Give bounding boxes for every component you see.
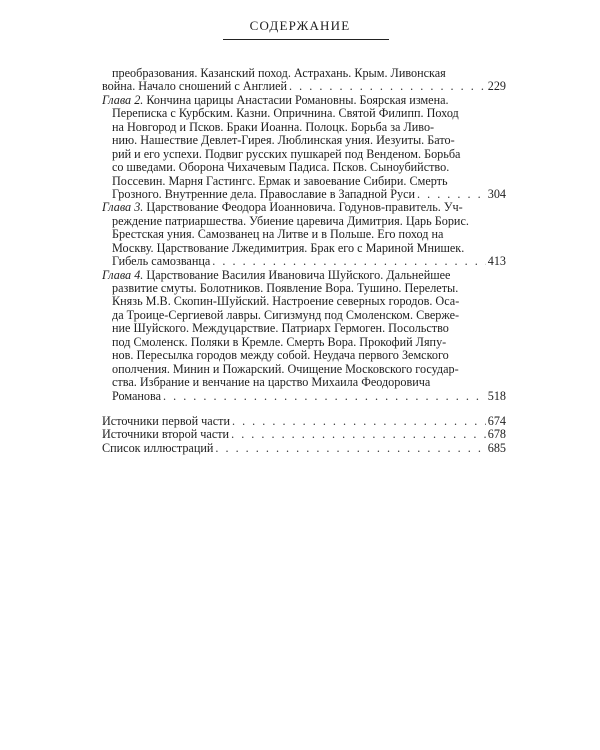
chapter-label: Глава 4. [102,268,144,282]
page-number: 413 [487,255,506,269]
page-number: 518 [487,389,506,403]
toc-line: Брестская уния. Самозванец на Литве и в Польше. Его поход на [112,228,444,242]
page-number: 674 [487,414,506,428]
toc-entry-sources-part-1 [102,415,506,428]
toc-line: нию. Нашествие Девлет-Гирея. Люблинская уния. Иезуиты. Бато- [112,134,455,148]
toc-line: Романова [112,389,161,403]
page-number: 685 [487,441,506,455]
toc-line: Гибель самозванца [112,255,211,269]
toc-line: Переписка с Курбским. Казни. Опричнина. Святой Филипп. Поход [112,107,459,121]
toc-line-text: Кончина царицы Анастасии Романовны. Боярская измена. [146,93,449,107]
toc-line: на Новгород и Псков. Браки Иоанна. Полоцк. Борьба за Ливо- [112,120,435,134]
toc-line [102,269,506,282]
toc-line: Князь М.В. Скопин-Шуйский. Настроение северных городов. Оса- [112,295,460,309]
dot-leader [163,390,486,403]
toc-entry-title: Источники первой части [102,414,230,428]
toc-entry-illustrations [102,442,506,455]
toc-last-line [102,442,506,455]
toc-line-text: Царствование Феодора Иоанновича. Годунов-правитель. Уч- [146,201,463,215]
chapter-label: Глава 2. [102,93,144,107]
toc-line [102,94,506,107]
page-number: 229 [487,80,506,94]
toc-line: преобразования. Казанский поход. Астрахань. Крым. Ливонская [112,67,446,80]
toc-last-line [102,428,506,441]
toc-last-line [102,80,506,93]
dot-leader [215,442,485,455]
toc-entry-title: Источники второй части [102,428,230,442]
toc-line: рий и его успехи. Подвиг русских пушкарей под Венденом. Борьба [112,147,461,161]
toc-last-line [102,415,506,428]
toc-last-line [102,188,506,201]
toc-last-line [102,255,506,268]
toc-entry-sources-part-2 [102,428,506,441]
toc-line: развитие смуты. Болотников. Появление Вора. Тушино. Перелеты. [112,282,459,295]
title-rule [223,39,389,40]
section-spacer [102,403,506,415]
toc-line: ополчения. Минин и Пожарский. Очищение Московского государ- [112,362,459,376]
toc-entry-continued [102,67,506,94]
toc-line: реждение патриаршества. Убиение царевича Димитрия. Царь Борис. [112,214,469,228]
toc-last-line [102,390,506,403]
toc-line: война. Начало сношений с Англией [102,80,288,94]
dot-leader [231,428,486,441]
toc-entry-chapter-2 [102,94,506,202]
toc-line: ства. Избрание и венчание на царство Михаила Феодоровича [112,376,431,390]
toc-entry-chapter-4 [102,269,506,403]
dot-leader [212,255,485,268]
toc-line: нов. Пересылка городов между собой. Неудача первого Земского [112,349,449,363]
page-title: СОДЕРЖАНИЕ [249,18,351,33]
dot-leader [417,188,486,201]
toc-line [102,201,506,214]
dot-leader [232,415,486,428]
toc-entry-chapter-3 [102,201,506,268]
toc-line: да Троице-Сергиевой лавры. Сигизмунд под Смоленском. Сверже- [112,308,460,322]
toc-line: Поссевин. Марня Гастингс. Ермак и завоевание Сибири. Смерть [112,174,448,188]
toc-entry-title: Список иллюстраций [102,441,214,455]
toc-line: Москву. Царствование Лжедимитрия. Брак его с Мариной Мнишек. [112,241,465,255]
toc-line: Грозного. Внутренние дела. Православие в Западной Руси [112,187,416,201]
toc-line: со шведами. Оборона Чихачевым Падиса. Псков. Сыноубийство. [112,161,450,175]
toc-line: под Смоленск. Поляки в Кремле. Смерть Вора. Прокофий Ляпу- [112,335,447,349]
page-number: 304 [487,187,506,201]
page-number: 678 [487,428,506,442]
dot-leader [289,80,486,93]
table-of-contents [102,67,506,455]
toc-line-text: Царствование Василия Ивановича Шуйского. Дальнейшее [146,268,451,282]
toc-line: ние Шуйского. Междуцарствие. Патриарх Гермоген. Посольство [112,322,449,336]
chapter-label: Глава 3. [102,201,144,215]
